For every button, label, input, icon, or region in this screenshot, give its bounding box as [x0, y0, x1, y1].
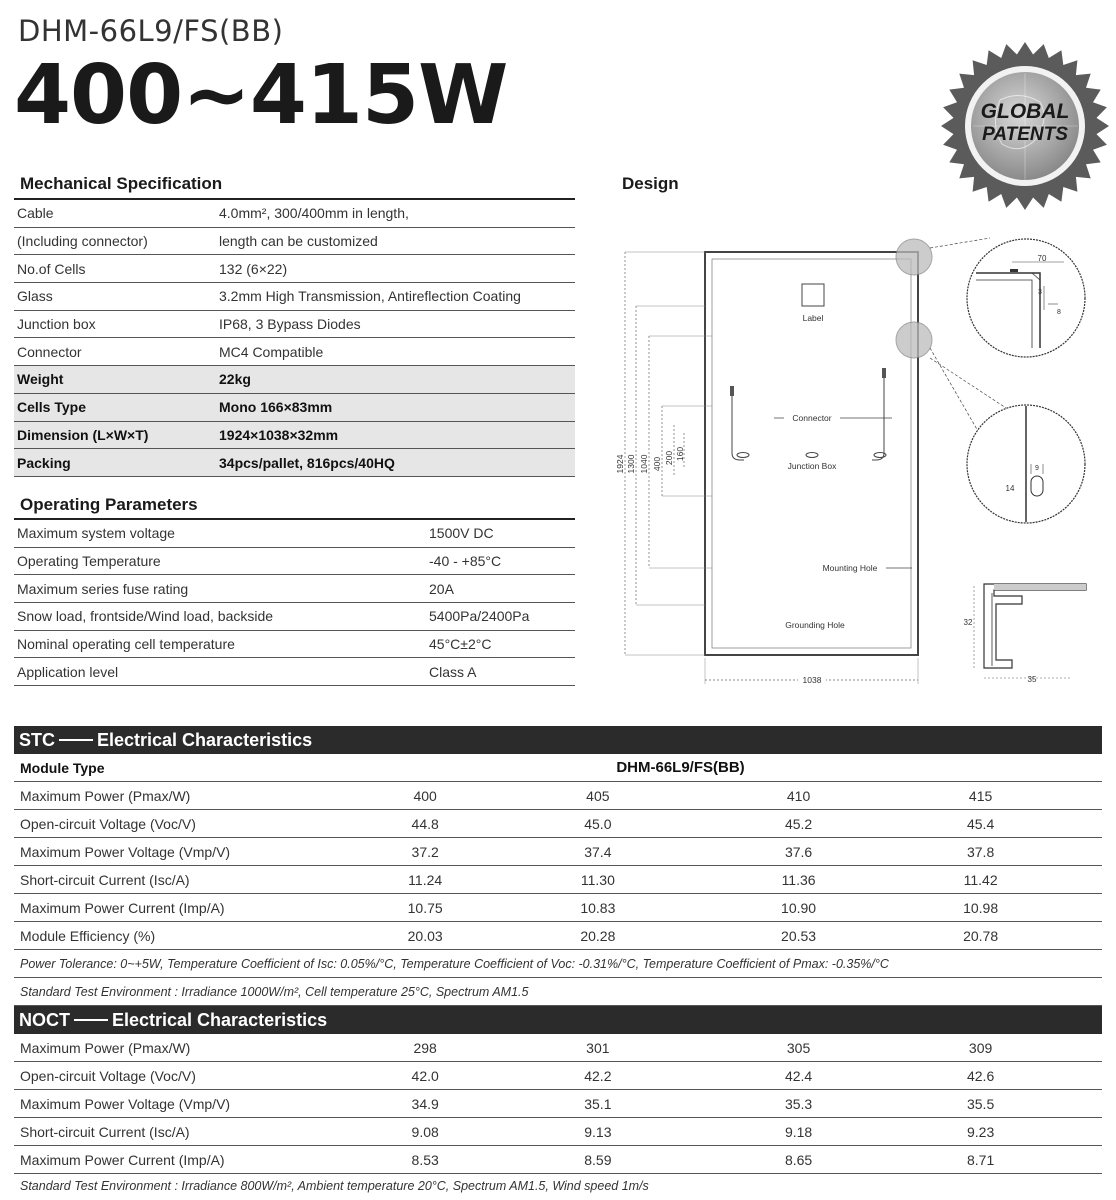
label-text: Label: [802, 313, 824, 323]
elec-value: 309: [968, 1039, 993, 1056]
elec-row: [14, 838, 1102, 866]
spec-key: Operating Temperature: [17, 553, 161, 570]
elec-param-label: Open-circuit Voltage (Voc/V): [20, 815, 196, 832]
elec-value: 9.18: [784, 1123, 813, 1140]
spec-key: Cable: [17, 205, 54, 222]
noct-rows: [14, 1034, 1102, 1174]
elec-value: 415: [968, 787, 993, 804]
elec-value: 410: [786, 787, 811, 804]
band-dash: [74, 1019, 108, 1021]
connector-text: Connector: [792, 413, 832, 423]
spec-row: [14, 283, 575, 311]
elec-value: 20.28: [580, 927, 616, 944]
elec-value: 20.53: [781, 927, 817, 944]
noct-band: [14, 1006, 1102, 1034]
elec-param-label: Open-circuit Voltage (Voc/V): [20, 1067, 196, 1084]
elec-value: 11.24: [408, 871, 443, 888]
frame-35-text: 35: [1027, 675, 1037, 684]
stc-band: [14, 726, 1102, 754]
elec-value: 11.42: [963, 871, 998, 888]
badge-line-2: PATENTS: [982, 124, 1068, 145]
elec-param-label: Short-circuit Current (Isc/A): [20, 871, 190, 888]
elec-param-label: Maximum Power Voltage (Vmp/V): [20, 843, 231, 860]
elec-row: [14, 782, 1102, 810]
stc-rows: [14, 782, 1102, 950]
elec-value: 42.4: [784, 1067, 813, 1084]
power-range-title: 400~415W: [14, 48, 508, 143]
grounding-hole-text: Grounding Hole: [785, 620, 845, 630]
dim-1300-text: 1300: [626, 454, 636, 474]
spec-value: length can be customized: [219, 233, 378, 250]
dim-width-text: 1038: [802, 675, 822, 685]
spec-key: Snow load, frontside/Wind load, backside: [17, 608, 274, 625]
elec-value: 10.90: [781, 899, 817, 916]
dim-160-text: 160: [675, 446, 685, 462]
spec-row: [14, 338, 575, 366]
elec-row: [14, 1118, 1102, 1146]
elec-value: 42.0: [411, 1067, 439, 1084]
detail-9-text: 9: [1035, 465, 1039, 472]
mechanical-spec-title: Mechanical Specification: [20, 174, 223, 193]
elec-value: 45.0: [584, 815, 612, 832]
elec-value: 34.9: [411, 1095, 439, 1112]
spec-row: [14, 200, 575, 228]
spec-key: No.of Cells: [17, 260, 86, 277]
global-patents-badge: [940, 40, 1110, 215]
elec-row: [14, 1090, 1102, 1118]
elec-value: 45.4: [966, 815, 995, 832]
elec-value: 10.75: [407, 899, 443, 916]
spec-row: [14, 228, 575, 256]
elec-value: 37.2: [411, 843, 439, 860]
elec-value: 8.59: [584, 1151, 612, 1168]
elec-row: [14, 866, 1102, 894]
spec-row: [14, 658, 575, 686]
electrical-characteristics: [14, 726, 1102, 1198]
noct-note-environment: Standard Test Environment : Irradiance 800W/m², Ambient temperature 20°C, Spectrum AM1.5, Wind speed 1m/s: [20, 1179, 649, 1193]
spec-row: [14, 255, 575, 283]
dim-length-text: 1924: [615, 454, 625, 474]
elec-value: 305: [786, 1039, 811, 1056]
elec-value: 11.30: [580, 871, 615, 888]
noct-band-title: Electrical Characteristics: [112, 1009, 328, 1030]
elec-row: [14, 1146, 1102, 1174]
spec-key: Glass: [17, 288, 53, 305]
dim-1040-text: 1040: [639, 454, 649, 474]
elec-value: 44.8: [411, 815, 439, 832]
elec-value: 37.4: [584, 843, 612, 860]
elec-value: 35.1: [584, 1095, 612, 1112]
mechanical-spec-table: [14, 198, 575, 477]
spec-value: 5400Pa/2400Pa: [429, 608, 530, 625]
stc-note-tolerance: Power Tolerance: 0~+5W, Temperature Coefficient of Isc: 0.05%/°C, Temperature Coefficient of Voc: -0.31%/°C, Temperature Coefficient of Pmax: -0.35%/°C: [14, 950, 1102, 978]
elec-param-label: Maximum Power Current (Imp/A): [20, 1151, 225, 1168]
elec-value: 9.23: [966, 1123, 995, 1140]
elec-value: 35.5: [966, 1095, 995, 1112]
mounting-hole-text: Mounting Hole: [822, 563, 878, 573]
spec-value: Mono 166×83mm: [219, 399, 333, 416]
module-type-label: Module Type: [20, 759, 105, 776]
spec-value: 1924×1038×32mm: [219, 426, 339, 443]
spec-key: Packing: [17, 454, 71, 471]
spec-key: Maximum series fuse rating: [17, 580, 189, 597]
noct-band-label: NOCT: [19, 1009, 70, 1030]
operating-params-title: Operating Parameters: [20, 495, 198, 514]
elec-value: 10.83: [580, 899, 616, 916]
spec-key: Cells Type: [17, 399, 86, 416]
detail-8-text: 8: [1057, 309, 1061, 316]
elec-row: [14, 1034, 1102, 1062]
elec-param-label: Maximum Power Current (Imp/A): [20, 899, 225, 916]
elec-value: 45.2: [784, 815, 813, 832]
spec-row: [14, 548, 575, 576]
spec-row: [14, 449, 575, 477]
spec-row: [14, 575, 575, 603]
spec-value: 132 (6×22): [219, 260, 288, 277]
dim-200-text: 200: [664, 450, 674, 466]
elec-value: 400: [413, 787, 437, 804]
spec-key: Connector: [17, 343, 82, 360]
elec-row: [14, 1062, 1102, 1090]
spec-row: [14, 520, 575, 548]
dim-400-text: 400: [652, 456, 662, 472]
elec-value: 301: [586, 1039, 610, 1056]
module-design-drawing: [612, 228, 1102, 698]
spec-key: Application level: [17, 663, 119, 680]
spec-value: 4.0mm², 300/400mm in length,: [219, 205, 409, 222]
spec-value: IP68, 3 Bypass Diodes: [219, 316, 361, 333]
spec-row: [14, 603, 575, 631]
spec-value: 20A: [429, 580, 454, 597]
elec-value: 405: [586, 787, 610, 804]
elec-param-label: Maximum Power (Pmax/W): [20, 1039, 191, 1056]
spec-key: Nominal operating cell temperature: [17, 636, 235, 653]
spec-value: 22kg: [219, 371, 251, 388]
elec-value: 37.8: [966, 843, 995, 860]
elec-value: 8.65: [784, 1151, 813, 1168]
elec-value: 9.13: [584, 1123, 612, 1140]
elec-param-label: Short-circuit Current (Isc/A): [20, 1123, 190, 1140]
elec-param-label: Maximum Power Voltage (Vmp/V): [20, 1095, 231, 1112]
spec-value: Class A: [429, 663, 477, 680]
detail-70-text: 70: [1037, 254, 1047, 263]
model-name: DHM-66L9/FS(BB): [18, 14, 284, 48]
stc-band-title: Electrical Characteristics: [97, 729, 313, 750]
elec-value: 9.08: [411, 1123, 439, 1140]
elec-value: 20.03: [407, 927, 443, 944]
stc-band-label: STC: [19, 729, 55, 750]
elec-value: 37.6: [784, 843, 813, 860]
elec-param-label: Maximum Power (Pmax/W): [20, 787, 191, 804]
spec-key: (Including connector): [17, 233, 148, 250]
elec-value: 42.2: [584, 1067, 612, 1084]
badge-line-1: GLOBAL: [980, 100, 1070, 123]
stc-note-environment: Standard Test Environment : Irradiance 1000W/m², Cell temperature 25°C, Spectrum AM1.5: [14, 978, 1102, 1006]
operating-params-table: [14, 518, 575, 686]
frame-32-text: 32: [963, 618, 973, 627]
elec-value: 20.78: [963, 927, 999, 944]
spec-value: MC4 Compatible: [219, 343, 324, 360]
elec-value: 8.71: [966, 1151, 995, 1168]
design-title: Design: [622, 174, 679, 193]
spec-key: Junction box: [17, 316, 96, 333]
spec-row: [14, 311, 575, 339]
spec-value: -40 - +85°C: [429, 553, 502, 570]
spec-key: Weight: [17, 371, 64, 388]
spec-row: [14, 631, 575, 659]
label-box: [802, 284, 824, 306]
junction-box-text: Junction Box: [787, 461, 837, 471]
elec-value: 8.53: [411, 1151, 439, 1168]
module-type-value: DHM-66L9/FS(BB): [616, 759, 745, 776]
elec-value: 35.3: [784, 1095, 813, 1112]
elec-value: 11.36: [781, 871, 816, 888]
band-dash: [59, 739, 93, 741]
detail-14-text: 14: [1005, 484, 1015, 493]
elec-value: 10.98: [963, 899, 999, 916]
spec-value: 45°C±2°C: [429, 636, 492, 653]
elec-row: [14, 894, 1102, 922]
spec-row: [14, 422, 575, 450]
spec-row: [14, 366, 575, 394]
spec-row: [14, 394, 575, 422]
detail-3-text: 3: [1038, 289, 1042, 296]
spec-value: 3.2mm High Transmission, Antireflection Coating: [219, 288, 521, 305]
module-type-row: [14, 754, 1102, 782]
spec-value: 34pcs/pallet, 816pcs/40HQ: [219, 454, 395, 471]
elec-row: [14, 922, 1102, 950]
elec-row: [14, 810, 1102, 838]
spec-key: Dimension (L×W×T): [17, 426, 149, 443]
elec-param-label: Module Efficiency (%): [20, 927, 156, 944]
spec-key: Maximum system voltage: [17, 525, 175, 542]
spec-value: 1500V DC: [429, 525, 494, 542]
elec-value: 42.6: [966, 1067, 995, 1084]
elec-value: 298: [413, 1039, 437, 1056]
